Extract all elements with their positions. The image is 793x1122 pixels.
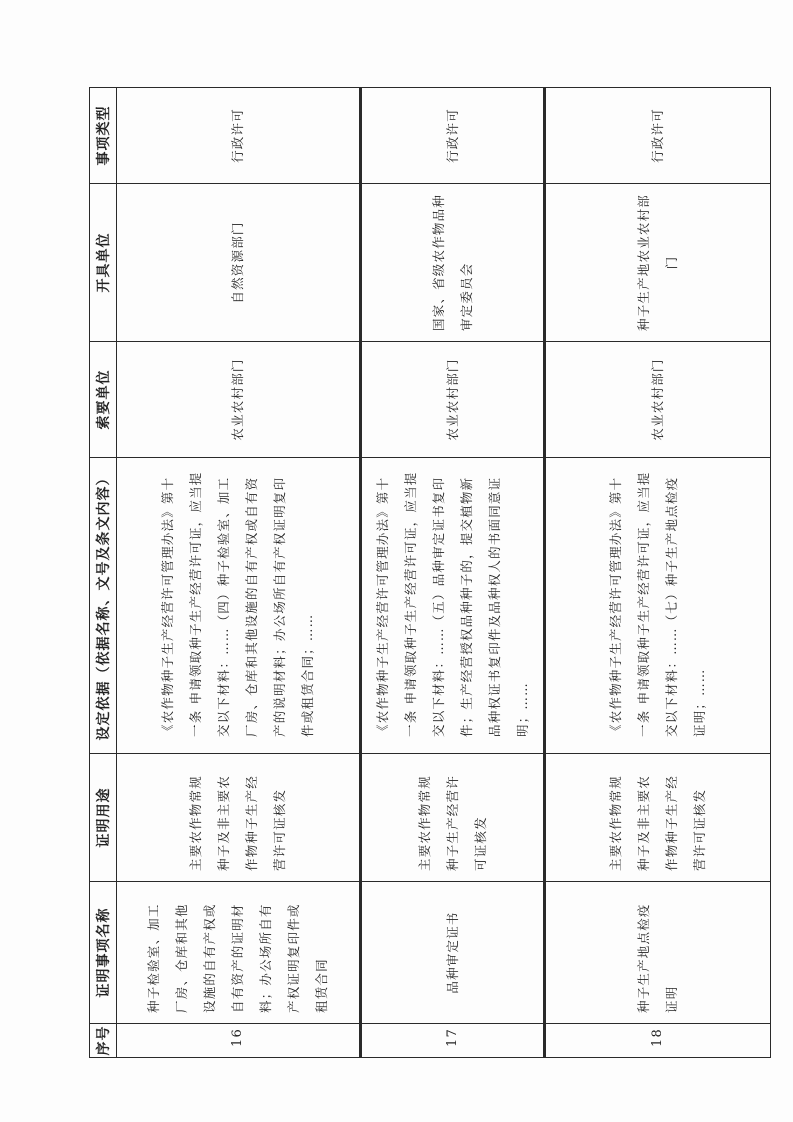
- table-row: [117, 88, 361, 1058]
- cell-use: 主要农作物常规种子生产经营许可证核发: [361, 754, 545, 882]
- header-use: 证明用途: [90, 754, 117, 882]
- header-basis: 设定依据（依据名称、文号及条文内容）: [90, 458, 117, 754]
- rotated-table-wrapper: [89, 88, 769, 1058]
- cell-requester: 农业农村部门: [117, 342, 361, 458]
- cell-item: 种子检验室、加工厂房、仓库和其他设施的自有产权或自有资产的证明材料；办公场所自有产权证明复印件或租赁合同: [117, 882, 361, 1024]
- table-header-row: [90, 88, 117, 1058]
- cell-basis: 《农作物种子生产经营许可管理办法》第十一条 申请领取种子生产经营许可证，应当提交以下材料：……（五）品种审定证书复印件；生产经营授权品种种子的，提交植物新品种权证书复印件及品种权人的书面同意证明；……: [361, 458, 545, 754]
- table-row: [545, 88, 771, 1058]
- header-item: 证明事项名称: [90, 882, 117, 1024]
- cell-type: 行政许可: [117, 88, 361, 184]
- cell-requester: 农业农村部门: [545, 342, 771, 458]
- table-row: [361, 88, 545, 1058]
- cell-type: 行政许可: [545, 88, 771, 184]
- header-type: 事项类型: [90, 88, 117, 184]
- cell-use: 主要农作物常规种子及非主要农作物种子生产经营许可证核发: [117, 754, 361, 882]
- cell-seq: 17: [361, 1024, 545, 1058]
- cell-issuer: 国家、省级农作物品种审定委员会: [361, 184, 545, 342]
- cell-issuer: 种子生产地农业农村部门: [545, 184, 771, 342]
- header-seq: 序号: [90, 1024, 117, 1058]
- cell-item: 种子生产地点检疫证明: [545, 882, 771, 1024]
- cell-seq: 16: [117, 1024, 361, 1058]
- cell-basis: 《农作物种子生产经营许可管理办法》第十一条 申请领取种子生产经营许可证，应当提交以下材料：……（七）种子生产地点检疫证明；……: [545, 458, 771, 754]
- cell-use: 主要农作物常规种子及非主要农作物种子生产经营许可证核发: [545, 754, 771, 882]
- cell-seq: 18: [545, 1024, 771, 1058]
- cell-type: 行政许可: [361, 88, 545, 184]
- cell-basis: 《农作物种子生产经营许可管理办法》第十一条 申请领取种子生产经营许可证，应当提交以下材料：……（四）种子检验室、加工厂房、仓库和其他设施的自有产权或自有资产的说明材料；办公场所自有产权证明复印件或租赁合同；……: [117, 458, 361, 754]
- certification-items-table: [89, 87, 771, 1058]
- header-requester: 索要单位: [90, 342, 117, 458]
- cell-requester: 农业农村部门: [361, 342, 545, 458]
- cell-issuer: 自然资源部门: [117, 184, 361, 342]
- header-issuer: 开具单位: [90, 184, 117, 342]
- cell-item: 品种审定证书: [361, 882, 545, 1024]
